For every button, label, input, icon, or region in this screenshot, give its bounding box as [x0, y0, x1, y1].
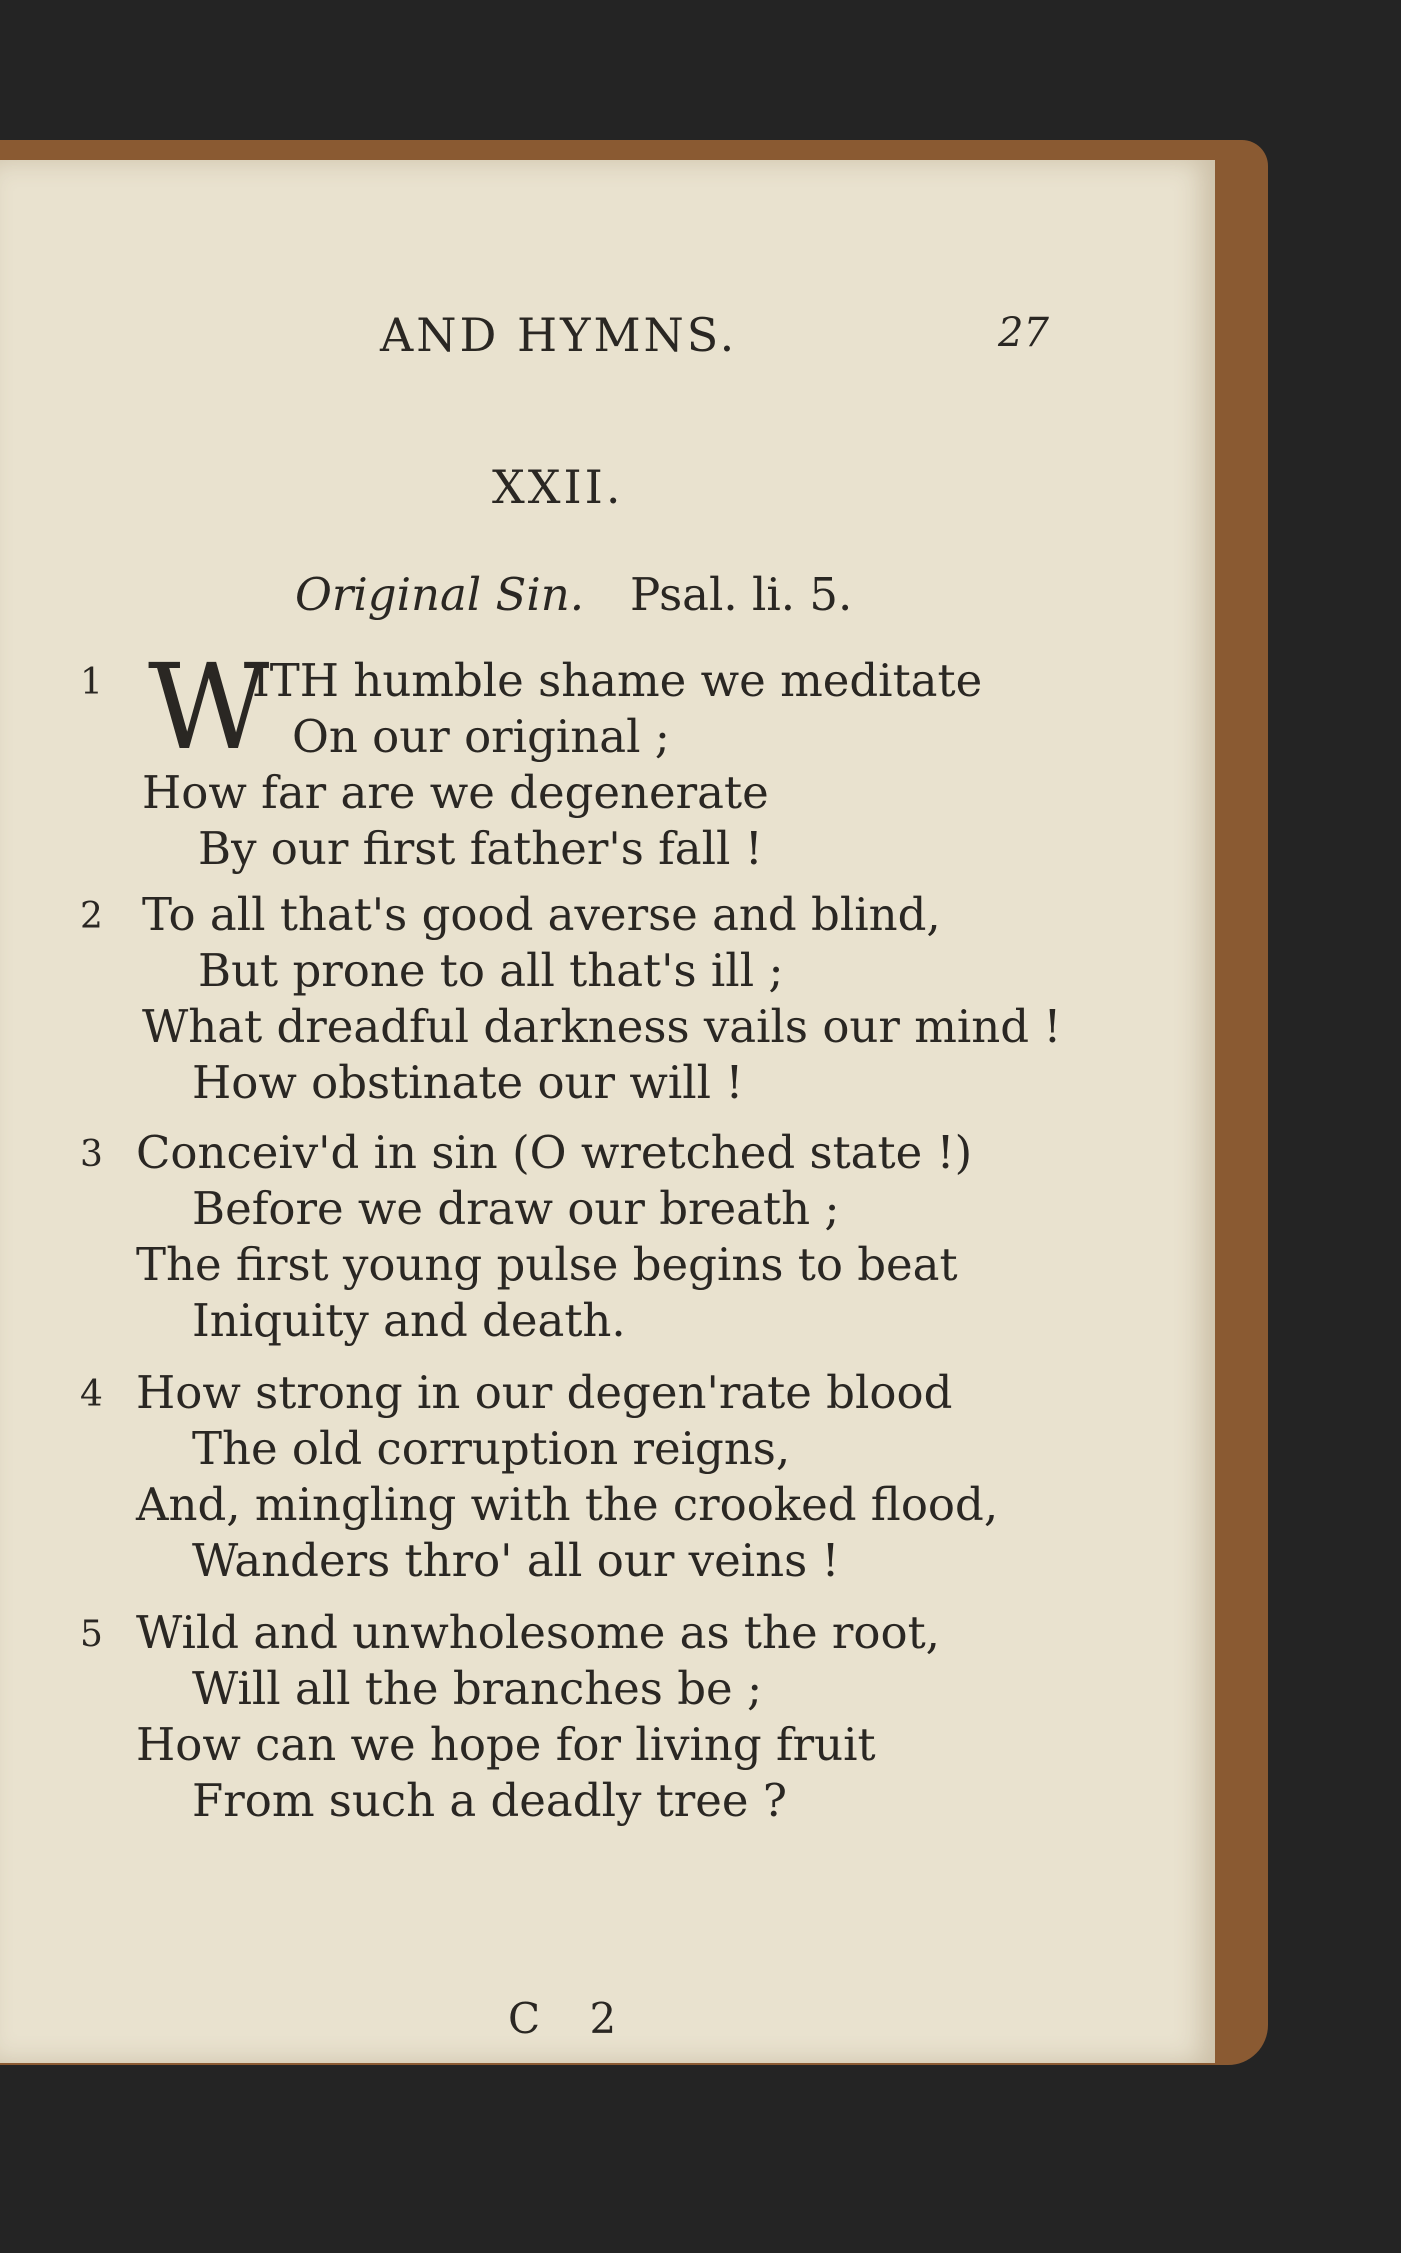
printer-signature: C 2 — [508, 1994, 635, 2043]
verse-line: To all that's good averse and blind, — [142, 888, 941, 941]
verse-line: The old corruption reigns, — [192, 1422, 791, 1475]
verse-line: Before we draw our breath ; — [192, 1182, 840, 1235]
verse-line: The first young pulse begins to beat — [136, 1238, 958, 1291]
verse-line: How can we hope for living fruit — [136, 1718, 876, 1771]
verse-line: Wanders thro' all our veins ! — [192, 1534, 840, 1587]
verse-line: Will all the branches be ; — [192, 1662, 763, 1715]
verse-line: How obstinate our will ! — [192, 1056, 744, 1109]
scripture-reference: Psal. li. 5. — [630, 568, 853, 621]
verse-line: What dreadful darkness vails our mind ! — [142, 1000, 1062, 1053]
verse-line: Wild and unwholesome as the root, — [136, 1606, 940, 1659]
verse-line: How far are we degenerate — [142, 766, 769, 819]
verse-line: From such a deadly tree ? — [192, 1774, 787, 1827]
stanza-number: 5 — [80, 1614, 103, 1655]
running-head: AND HYMNS. — [380, 308, 738, 362]
verse-line: Conceiv'd in sin (O wretched state !) — [136, 1126, 973, 1179]
stanza-number: 1 — [80, 662, 103, 703]
drop-cap: W — [148, 638, 270, 776]
stanza-number: 4 — [80, 1374, 103, 1415]
page — [0, 160, 1215, 2063]
verse-line: By our first father's fall ! — [198, 822, 763, 875]
verse-line: But prone to all that's ill ; — [198, 944, 784, 997]
page-number: 27 — [998, 310, 1049, 356]
verse-line: Iniquity and death. — [192, 1294, 626, 1347]
hymn-number: XXII. — [492, 460, 624, 514]
hymn-title: Original Sin. — [295, 568, 585, 621]
verse-line: How strong in our degen'rate blood — [136, 1366, 953, 1419]
stanza-number: 2 — [80, 896, 103, 937]
verse-line: And, mingling with the crooked flood, — [136, 1478, 999, 1531]
stanza-number: 3 — [80, 1134, 103, 1175]
verse-line: ITH humble shame we meditate — [252, 654, 983, 707]
verse-line: On our original ; — [292, 710, 670, 763]
hymn-subtitle — [295, 568, 852, 621]
